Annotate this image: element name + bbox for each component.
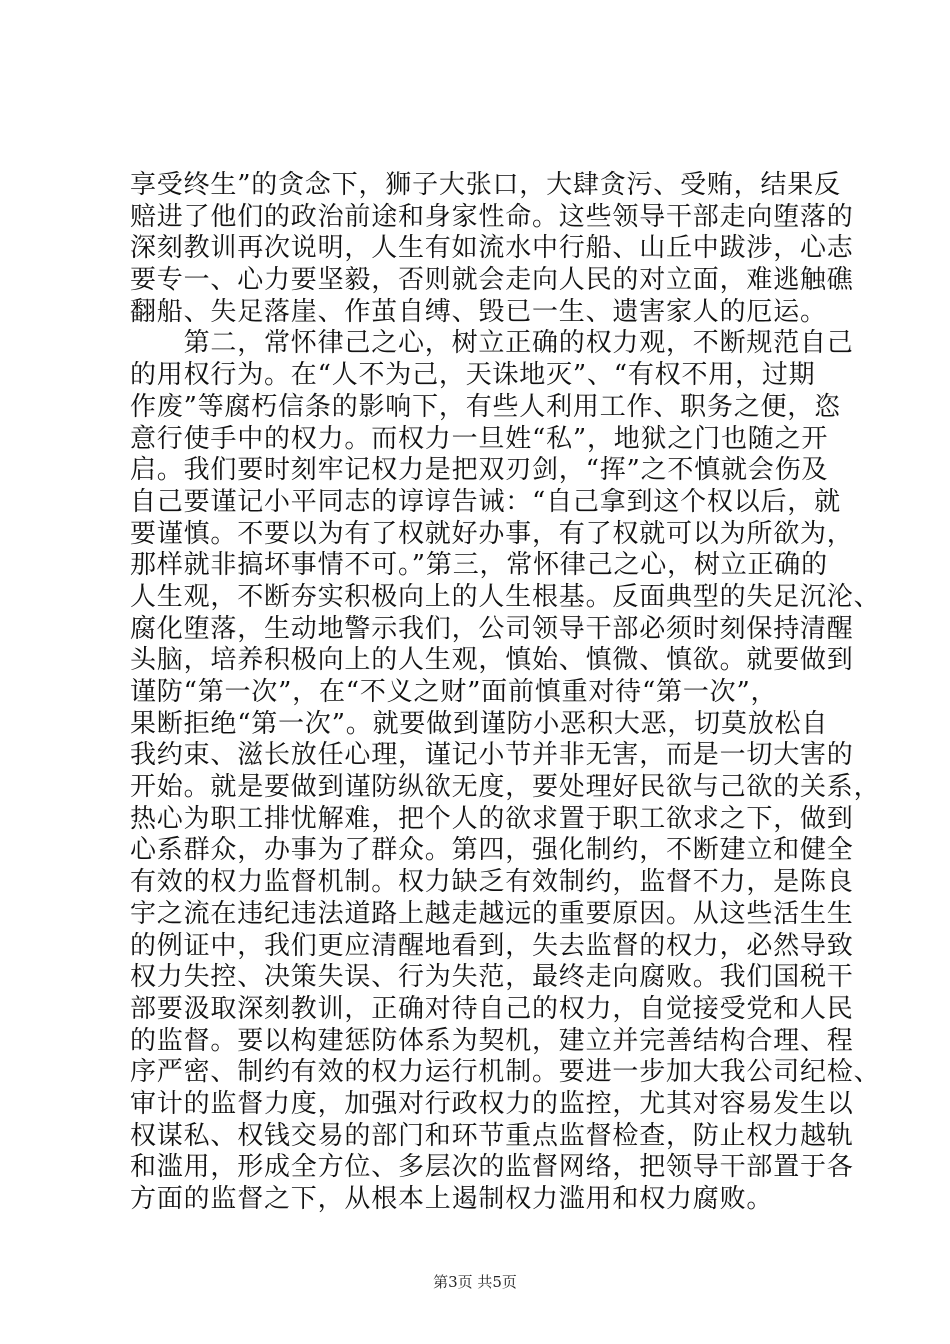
text-line: 有效的权力监督机制。权力缺乏有效制约，监督不力，是陈良 [130, 867, 854, 898]
text-line: 的例证中，我们更应清醒地看到，失去监督的权力，必然导致 [130, 930, 854, 961]
text-line: 要专一、心力要坚毅，否则就会走向人民的对立面，难逃触礁 [130, 265, 854, 296]
text-line: 赔进了他们的政治前途和身家性命。这些领导干部走向堕落的 [130, 201, 854, 232]
body-text [130, 170, 881, 1216]
text-line: 方面的监督之下，从根本上遏制权力滥用和权力腐败。 [130, 1184, 774, 1214]
text-line: 自己要谨记小平同志的谆谆告诫：“自己拿到这个权以后，就 [130, 486, 841, 517]
text-line: 序严密、制约有效的权力运行机制。要进一步加大我公司纪检、 [130, 1057, 881, 1088]
text-line: 享受终生”的贪念下，狮子大张口，大肆贪污、受贿，结果反 [130, 170, 841, 200]
text-line: 权力失控、决策失误、行为失范，最终走向腐败。我们国税干 [130, 962, 854, 993]
text-line: 热心为职工排忧解难，把个人的欲求置于职工欲求之下，做到 [130, 803, 854, 834]
text-line: 头脑，培养积极向上的人生观，慎始、慎微、慎欲。就要做到 [130, 645, 854, 676]
text-line: 第二，常怀律己之心，树立正确的权力观，不断规范自己 [130, 328, 854, 359]
page-number: 第3页 共5页 [433, 1273, 517, 1291]
text-line: 腐化堕落，生动地警示我们，公司领导干部必须时刻保持清醒 [130, 613, 854, 644]
text-line: 和滥用，形成全方位、多层次的监督网络，把领导干部置于各 [130, 1152, 854, 1183]
text-line: 宇之流在违纪违法道路上越走越远的重要原因。从这些活生生 [130, 898, 854, 929]
text-line: 的用权行为。在“人不为己，天诛地灭”、“有权不用，过期 [130, 360, 816, 391]
text-line: 人生观，不断夯实积极向上的人生根基。反面典型的失足沉沦、 [130, 581, 881, 612]
text-line: 我约束、滋长放任心理，谨记小节并非无害，而是一切大害的 [130, 740, 854, 771]
text-line: 审计的监督力度，加强对行政权力的监控，尤其对容易发生以 [130, 1088, 854, 1119]
text-line: 启。我们要时刻牢记权力是把双刃剑，“挥”之不慎就会伤及 [130, 455, 829, 486]
text-line: 果断拒绝“第一次”。就要做到谨防小恶积大恶，切莫放松自 [130, 708, 829, 739]
text-line: 要谨慎。不要以为有了权就好办事，有了权就可以为所欲为， [130, 518, 854, 549]
text-line: 作废”等腐朽信条的影响下，有些人利用工作、职务之便，恣 [130, 391, 841, 422]
text-line: 深刻教训再次说明，人生有如流水中行船、山丘中跋涉，心志 [130, 233, 854, 264]
text-line: 翻船、失足落崖、作茧自缚、毁已一生、遗害家人的厄运。 [130, 296, 827, 327]
text-line: 的监督。要以构建惩防体系为契机，建立并完善结构合理、程 [130, 1025, 854, 1056]
text-line: 谨防“第一次”，在“不义之财”面前慎重对待“第一次”， [130, 677, 778, 707]
text-line: 意行使手中的权力。而权力一旦姓“私”，地狱之门也随之开 [130, 423, 829, 454]
text-line: 开始。就是要做到谨防纵欲无度，要处理好民欲与己欲的关系， [130, 772, 881, 803]
text-line: 那样就非搞坏事情不可。”第三，常怀律己之心，树立正确的 [130, 550, 828, 581]
text-line: 权谋私、权钱交易的部门和环节重点监督检查，防止权力越轨 [130, 1120, 854, 1151]
text-line: 部要汲取深刻教训，正确对待自己的权力，自觉接受党和人民 [130, 993, 854, 1024]
text-line: 心系群众，办事为了群众。第四，强化制约，不断建立和健全 [130, 835, 854, 866]
